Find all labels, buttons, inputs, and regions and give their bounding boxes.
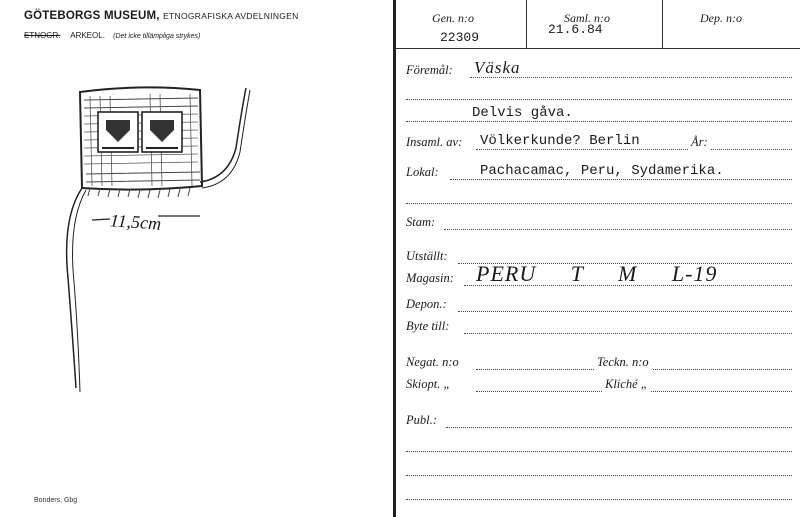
insaml-value: Völkerkunde? Berlin bbox=[480, 133, 640, 149]
field-magasin bbox=[406, 261, 792, 288]
depon-label: Depon.: bbox=[406, 297, 447, 311]
header-rule bbox=[396, 48, 800, 49]
field-depon bbox=[406, 294, 792, 314]
museum-heading bbox=[24, 10, 299, 22]
field-insaml bbox=[406, 132, 792, 152]
foremal-value: Väska bbox=[474, 58, 521, 77]
skiopt-label: Skiopt. „ bbox=[406, 377, 451, 391]
field-blank-3 bbox=[406, 434, 792, 454]
gift-note: Delvis gåva. bbox=[472, 105, 573, 121]
bag-sketch-drawing bbox=[50, 78, 270, 408]
field-byte bbox=[406, 316, 792, 336]
field-lokal bbox=[406, 162, 792, 182]
category-line bbox=[24, 31, 200, 40]
measurement-note: 11,5cm bbox=[109, 210, 162, 234]
magasin-value: PERU T M L-19 bbox=[476, 261, 718, 286]
field-gift-note bbox=[406, 104, 792, 124]
ar-label: År: bbox=[688, 135, 711, 150]
saml-value: 21.6.84 bbox=[548, 22, 603, 37]
field-blank-4 bbox=[406, 458, 792, 478]
teckn-label: Teckn. n:o bbox=[594, 355, 652, 370]
department-name: ETNOGRAFISKA AVDELNINGEN bbox=[163, 11, 299, 21]
utstallt-label: Utställt: bbox=[406, 249, 448, 263]
kliche-label: Kliché „ bbox=[602, 377, 651, 392]
strike-note: (Det icke tillämpliga strykes) bbox=[113, 33, 201, 40]
lokal-value: Pachacamac, Peru, Sydamerika. bbox=[480, 163, 724, 179]
field-blank-2 bbox=[406, 186, 792, 206]
stam-label: Stam: bbox=[406, 215, 436, 229]
dep-number-cell bbox=[662, 0, 800, 48]
gen-label: Gen. n:o bbox=[432, 11, 474, 25]
field-foremal bbox=[406, 60, 792, 80]
lokal-label: Lokal: bbox=[406, 165, 439, 179]
arkeol-category: ARKEOL. bbox=[70, 31, 105, 40]
dep-label: Dep. n:o bbox=[700, 11, 742, 25]
foremal-label: Föremål: bbox=[406, 63, 453, 77]
field-skiopt-kliche bbox=[406, 374, 792, 394]
field-publ bbox=[406, 410, 792, 430]
catalog-card bbox=[396, 0, 800, 517]
saml-number-cell bbox=[526, 0, 663, 48]
byte-label: Byte till: bbox=[406, 319, 450, 333]
insaml-label: Insaml. av: bbox=[406, 135, 463, 149]
field-stam bbox=[406, 212, 792, 232]
magasin-label: Magasin: bbox=[406, 271, 454, 285]
gen-value: 22309 bbox=[440, 30, 480, 45]
field-blank-1 bbox=[406, 82, 792, 102]
negat-label: Negat. n:o bbox=[406, 355, 459, 369]
field-blank-5 bbox=[406, 482, 792, 502]
publ-label: Publ.: bbox=[406, 413, 437, 427]
gen-number-cell bbox=[396, 0, 527, 48]
sketch-panel bbox=[0, 0, 392, 517]
field-negat-teckn bbox=[406, 352, 792, 372]
museum-name: GÖTEBORGS MUSEUM, bbox=[24, 10, 160, 22]
saml-label: Saml. n:o bbox=[564, 11, 610, 25]
struck-category: ETNOGR. bbox=[24, 31, 61, 40]
printer-imprint: Bonders, Gbg bbox=[34, 497, 78, 504]
